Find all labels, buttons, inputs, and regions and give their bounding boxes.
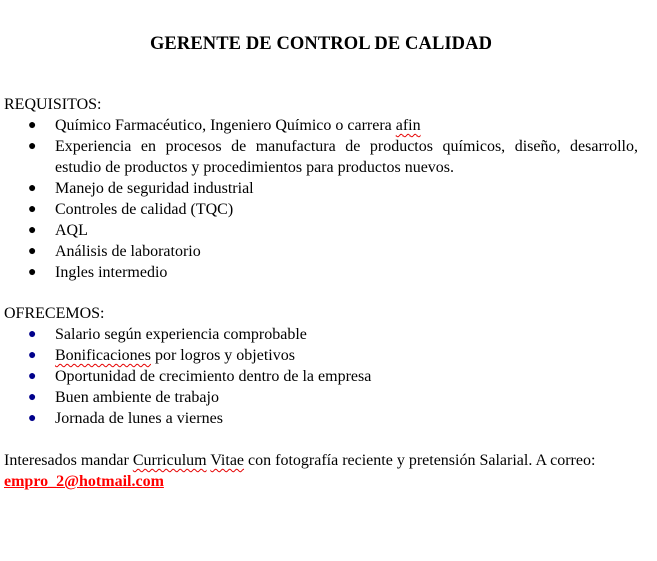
bullet-icon: ● [28, 244, 37, 259]
email-link[interactable]: empro_2@hotmail.com [4, 473, 164, 490]
list-item [4, 262, 638, 283]
bullet-icon: ● [28, 327, 37, 342]
item-text: Controles de calidad (TQC) [55, 201, 234, 218]
bullet-icon: ● [28, 369, 37, 384]
bullet-icon: ● [28, 118, 37, 133]
spellcheck-word[interactable]: Curriculum [132, 452, 207, 469]
item-text: por logros y objetivos [150, 347, 295, 364]
item-text: Buen ambiente de trabajo [55, 389, 219, 406]
list-item [4, 241, 638, 262]
document-page [4, 0, 638, 492]
list-item [4, 136, 638, 178]
bullet-icon: ● [28, 139, 37, 154]
ofrecemos-heading: OFRECEMOS: [4, 305, 105, 322]
contact-text: con fotografía reciente y pretensión Salarial. A correo: [244, 452, 596, 469]
contact-paragraph [4, 450, 638, 492]
list-item [4, 366, 638, 387]
spellcheck-word[interactable]: Bonificaciones [55, 347, 151, 364]
list-item [4, 115, 638, 136]
list-item [4, 178, 638, 199]
bullet-icon: ● [28, 202, 37, 217]
item-text: Experiencia en procesos de manufactura de productos químicos, diseño, desarrollo, estudio de productos y procedimientos para productos nuevos. [55, 138, 638, 176]
item-text: Salario según experiencia comprobable [55, 326, 307, 343]
list-item [4, 220, 638, 241]
bullet-icon: ● [28, 181, 37, 196]
list-item [4, 345, 638, 366]
item-text: Jornada de lunes a viernes [55, 410, 223, 427]
requisitos-list [4, 115, 638, 283]
item-text: AQL [55, 222, 88, 239]
item-text: Análisis de laboratorio [55, 243, 201, 260]
list-item [4, 199, 638, 220]
item-text: Químico Farmacéutico, Ingeniero Químico o carrera [55, 117, 396, 134]
requisitos-heading: REQUISITOS: [4, 96, 102, 113]
page-title: GERENTE DE CONTROL DE CALIDAD [149, 34, 493, 54]
list-item [4, 387, 638, 408]
spellcheck-word[interactable]: Vitae [210, 452, 245, 469]
ofrecemos-list [4, 324, 638, 429]
contact-text: Interesados mandar [4, 452, 133, 469]
item-text: Oportunidad de crecimiento dentro de la empresa [55, 368, 372, 385]
bullet-icon: ● [28, 390, 37, 405]
item-text: Manejo de seguridad industrial [55, 180, 254, 197]
item-text: Ingles intermedio [55, 264, 168, 281]
bullet-icon: ● [28, 223, 37, 238]
list-item [4, 408, 638, 429]
bullet-icon: ● [28, 411, 37, 426]
spellcheck-word[interactable]: afin [395, 117, 421, 134]
list-item [4, 324, 638, 345]
bullet-icon: ● [28, 265, 37, 280]
bullet-icon: ● [28, 348, 37, 363]
